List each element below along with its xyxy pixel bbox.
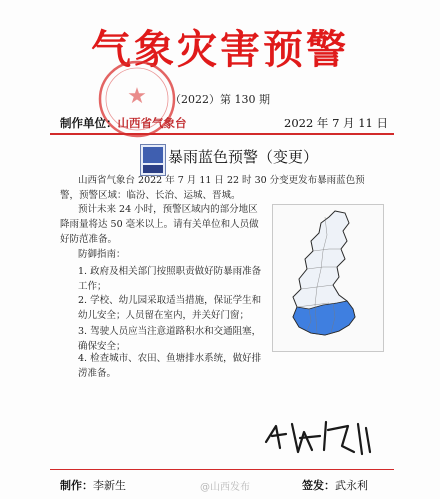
warning-icon-symbol (143, 147, 163, 163)
maker-name: 李新生 (93, 479, 126, 492)
warning-area-map (272, 204, 384, 352)
rainstorm-blue-warning-icon (140, 144, 166, 176)
guide-item-1: 1. 政府及相关部门按照职责做好防暴雨准备工作； (78, 266, 262, 292)
issuing-unit-label: 制作单位： (60, 116, 118, 130)
header-divider (50, 133, 394, 135)
signer-name: 武永利 (335, 479, 368, 492)
signer-label: 签发： (302, 479, 335, 492)
handwritten-signature (258, 412, 378, 462)
guide-item-3: 3. 驾驶人员应当注意道路积水和交通阻塞，确保安全； (78, 326, 262, 352)
document-signer (302, 477, 368, 493)
warning-paragraph-2: 预计未来 24 小时，预警区域内的部分地区降雨量将达 50 毫米以上。请有关单位和人员做好防范准备。 (60, 204, 259, 245)
guide-title: 防御指南： (78, 249, 126, 260)
source-watermark: @山西发布 (200, 482, 250, 493)
svg-text:★: ★ (127, 84, 147, 109)
guide-item-4: 4. 检查城市、农田、鱼塘排水系统，做好排涝准备。 (78, 353, 262, 379)
issuing-unit (60, 115, 187, 131)
issue-number: （2022）第 130 期 (170, 93, 270, 106)
warning-heading: 暴雨蓝色预警（变更） (168, 148, 319, 166)
maker-label: 制作： (60, 479, 93, 492)
issue-date: 2022 年 7 月 11 日 (284, 116, 388, 130)
issuing-unit-value: 山西省气象台 (117, 116, 187, 130)
warning-paragraph-1: 山西省气象台 2022 年 7 月 11 日 22 时 30 分变更发布暴雨蓝色预警，预警区域：临汾、长治、运城、晋城。 (60, 175, 365, 201)
province-map (273, 205, 383, 351)
footer-divider (50, 469, 394, 470)
guide-item-2: 2. 学校、幼儿园采取适当措施，保证学生和幼儿安全；人员留在室内，并关好门窗； (78, 295, 262, 321)
warning-icon-bar (143, 165, 163, 173)
document-maker (60, 477, 126, 493)
document-title: 气象灾害预警 (91, 27, 349, 73)
